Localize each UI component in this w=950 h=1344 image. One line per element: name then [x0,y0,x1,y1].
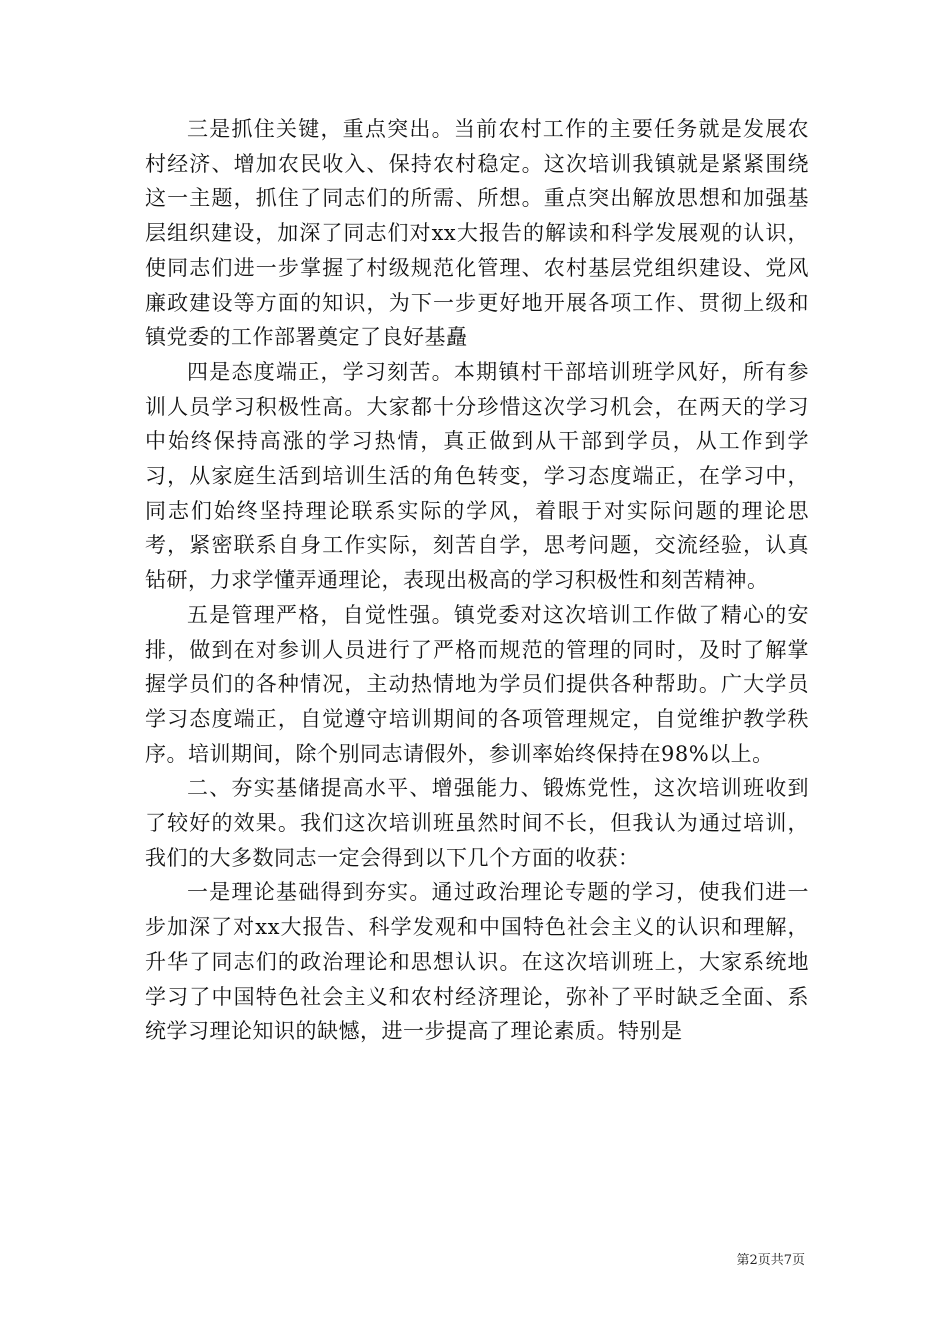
paragraph-attitude: 四是态度端正，学习刻苦。本期镇村干部培训班学风好，所有参训人员学习积极性高。大家都十分珍惜这次学习机会，在两天的学习中始终保持高涨的学习热情，真正做到从干部到学员，从工作到学习，从家庭生活到培训生活的角色转变，学习态度端正，在学习中，同志们始终坚持理论联系实际的学风，着眼于对实际问题的理论思考，紧密联系自身工作实际，刻苦自学，思考问题，交流经验，认真钻研，力求学懂弄通理论，表现出极高的学习积极性和刻苦精神。 [145,359,809,593]
paragraph-results: 二、夯实基储提高水平、增强能力、锻炼党性，这次培训班收到了较好的效果。我们这次培训班虽然时间不长，但我认为通过培训，我们的大多数同志一定会得到以下几个方面的收获： [145,776,809,870]
paragraph-theory-foundation: 一是理论基础得到夯实。通过政治理论专题的学习，使我们进一步加深了对xx大报告、科学发观和中国特色社会主义的认识和理解，升华了同志们的政治理论和思想认识。在这次培训班上，大家系统地学习了中国特色社会主义和农村经济理论，弥补了平时缺乏全面、系统学习理论知识的缺憾，进一步提高了理论素质。特别是 [145,880,809,1044]
page-number: 第2页共7页 [736,1253,805,1268]
paragraph-key-points: 三是抓住关键，重点突出。当前农村工作的主要任务就是发展农村经济、增加农民收入、保持农村稳定。这次培训我镇就是紧紧围绕这一主题，抓住了同志们的所需、所想。重点突出解放思想和加强基层组织建设，加深了同志们对xx大报告的解读和科学发展观的认识，使同志们进一步掌握了村级规范化管理、农村基层党组织建设、党风廉政建设等方面的知识，为下一步更好地开展各项工作、贯彻上级和镇党委的工作部署奠定了良好基矗 [145,117,809,350]
document-body [145,112,809,1049]
paragraph-management: 五是管理严格，自觉性强。镇党委对这次培训工作做了精心的安排，做到在对参训人员进行了严格而规范的管理的同时，及时了解掌握学员们的各种情况，主动热情地为学员们提供各种帮助。广大学员学习态度端正，自觉遵守培训期间的各项管理规定，自觉维护教学秩序。培训期间，除个别同志请假外，参训率始终保持在98%以上。 [145,602,809,766]
